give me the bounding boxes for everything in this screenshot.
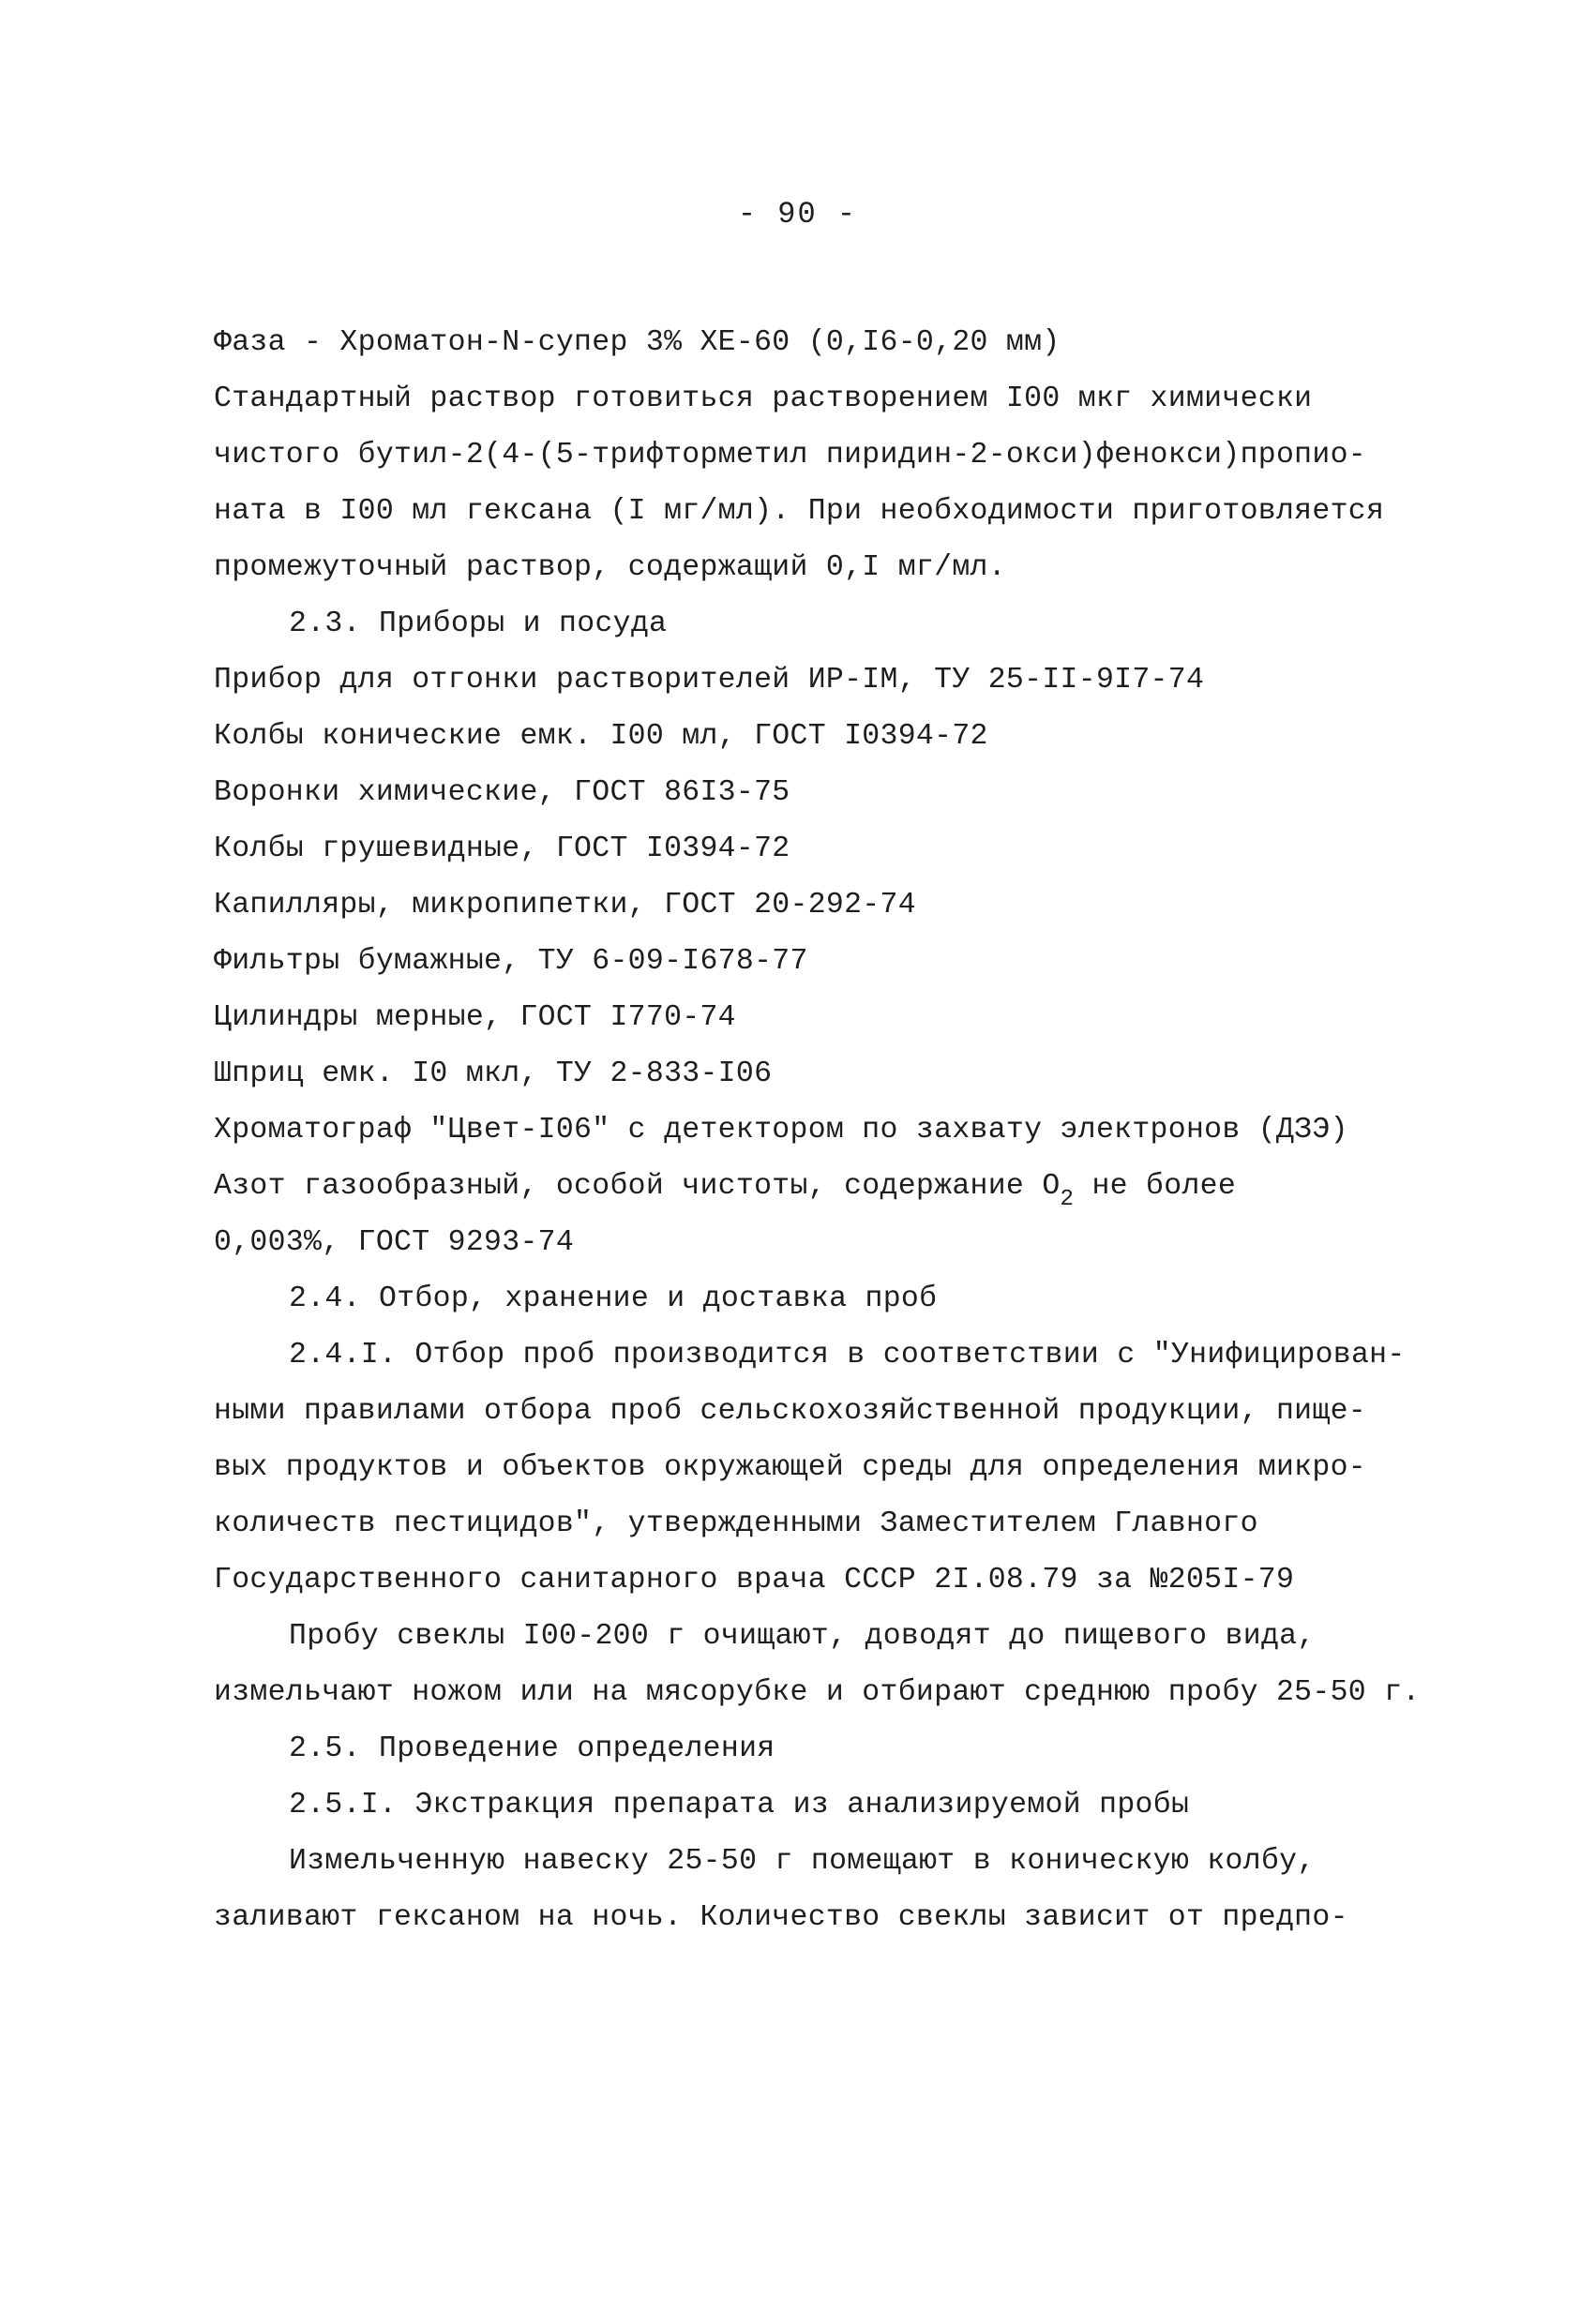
- equipment-item: Колбы конические емк. I00 мл, ГОСТ I0394-72: [214, 720, 988, 753]
- standard-solution-line: ната в I00 мл гексана (I мг/мл). При необходимости приготовляется: [214, 495, 1385, 528]
- oxygen-subscript: 2: [1060, 1187, 1075, 1212]
- section-2-4-1-line: количеств пестицидов", утвержденными Заместителем Главного: [214, 1507, 1258, 1540]
- equipment-item: Колбы грушевидные, ГОСТ I0394-72: [214, 832, 790, 865]
- equipment-item: Капилляры, микропипетки, ГОСТ 20-292-74: [214, 889, 916, 922]
- equipment-item: Фильтры бумажные, ТУ 6-09-I678-77: [214, 945, 808, 978]
- document-body: [214, 315, 1433, 1946]
- nitrogen-line: [214, 1159, 1433, 1215]
- section-2-5-1-heading: 2.5.I. Экстракция препарата из анализируемой пробы: [289, 1789, 1190, 1822]
- phase-line: Фаза - Хроматон-N-супер 3% XE-60 (0,I6-0,20 мм): [214, 326, 1061, 359]
- standard-solution-line: чистого бутил-2(4-(5-трифторметил пиридин-2-окси)фенокси)пропио-: [214, 439, 1366, 472]
- equipment-item: Воронки химические, ГОСТ 86I3-75: [214, 776, 790, 809]
- section-2-4-1-line: Государственного санитарного врача СССР 2I.08.79 за №205I-79: [214, 1564, 1295, 1597]
- equipment-item: Хроматограф "Цвет-I06" с детектором по захвату электронов (ДЗЭ): [214, 1114, 1348, 1147]
- page-number: - 90 -: [737, 197, 858, 232]
- standard-solution-line: Стандартный раствор готовиться растворением I00 мкг химически: [214, 382, 1313, 415]
- nitrogen-text-pre: Азот газообразный, особой чистоты, содержание О: [214, 1170, 1061, 1203]
- nitrogen-text-post: не более: [1074, 1170, 1237, 1203]
- section-2-5-heading: 2.5. Проведение определения: [289, 1732, 775, 1765]
- section-2-4-1-line: ными правилами отбора проб сельскохозяйственной продукции, пище-: [214, 1395, 1366, 1428]
- equipment-item: Прибор для отгонки растворителей ИР-IМ, ТУ 25-II-9I7-74: [214, 664, 1205, 697]
- section-2-4-heading: 2.4. Отбор, хранение и доставка проб: [289, 1282, 938, 1315]
- equipment-item: Шприц емк. I0 мкл, ТУ 2-833-I06: [214, 1057, 773, 1090]
- section-2-3-heading: 2.3. Приборы и посуда: [289, 607, 668, 640]
- nitrogen-line-2: 0,003%, ГОСТ 9293-74: [214, 1226, 575, 1259]
- extraction-line: Измельченную навеску 25-50 г помещают в коническую колбу,: [289, 1845, 1316, 1878]
- extraction-line: заливают гексаном на ночь. Количество свеклы зависит от предпо-: [214, 1901, 1348, 1934]
- beet-sample-line: Пробу свеклы I00-200 г очищают, доводят до пищевого вида,: [289, 1620, 1316, 1653]
- beet-sample-line: измельчают ножом или на мясорубке и отбирают среднюю пробу 25-50 г.: [214, 1676, 1421, 1709]
- section-2-4-1-line: вых продуктов и объектов окружающей среды для определения микро-: [214, 1451, 1366, 1484]
- standard-solution-line: промежуточный раствор, содержащий 0,I мг/мл.: [214, 551, 1006, 584]
- equipment-item: Цилиндры мерные, ГОСТ I770-74: [214, 1001, 736, 1034]
- section-2-4-1-line: 2.4.I. Отбор проб производится в соответствии с "Унифицирован-: [289, 1339, 1406, 1372]
